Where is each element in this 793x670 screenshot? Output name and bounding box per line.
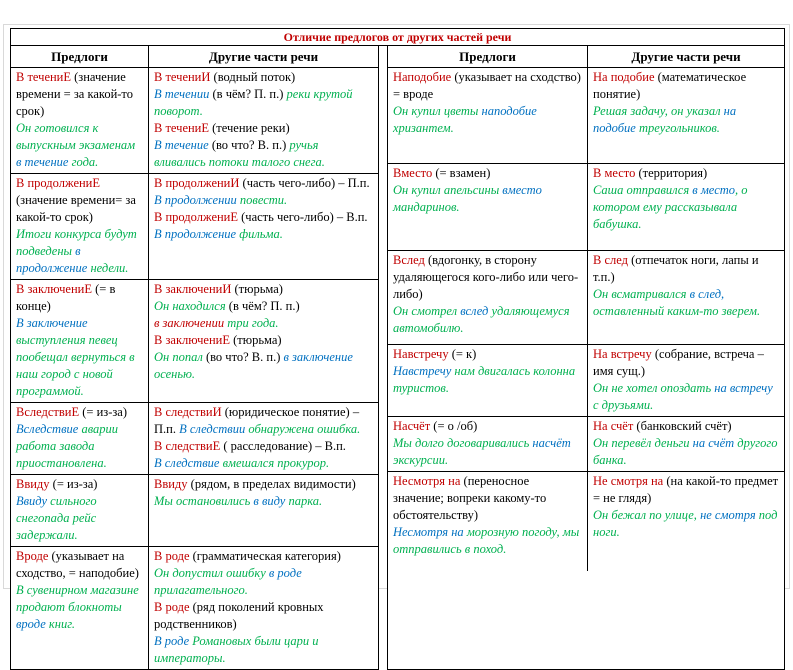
text-segment: в заключение bbox=[283, 350, 353, 364]
text-segment: (указывает на сходство) = вроде bbox=[393, 70, 581, 101]
text-segment: В следствиЕ bbox=[154, 439, 221, 453]
other-parts-cell bbox=[588, 345, 784, 416]
text-segment: (вдогонку, в сторону удаляющегося кого-либо или чего-либо) bbox=[393, 253, 579, 301]
text-segment: наподобие bbox=[481, 104, 537, 118]
text-segment: (математическое понятие) bbox=[593, 70, 747, 101]
text-segment: В продолжениЕ bbox=[154, 210, 239, 224]
text-segment: В течение bbox=[154, 138, 209, 152]
text-segment: В продолжениЕ bbox=[16, 176, 101, 190]
text-segment: В роде bbox=[154, 634, 190, 648]
text-segment: В заключение bbox=[16, 316, 88, 330]
text-segment: в заключении bbox=[154, 316, 225, 330]
text-segment: в след, bbox=[689, 287, 725, 301]
other-parts-cell bbox=[149, 280, 378, 402]
text-segment: В роде bbox=[154, 600, 190, 614]
text-segment: Решая задачу, он указал bbox=[593, 104, 724, 118]
text-segment: (течение реки) bbox=[209, 121, 290, 135]
text-segment: (в чём? П. п.) bbox=[209, 87, 287, 101]
text-segment: недели. bbox=[87, 261, 129, 275]
text-segment: В заключениИ bbox=[154, 282, 232, 296]
text-segment: (водный поток) bbox=[210, 70, 296, 84]
text-segment: Ввиду bbox=[154, 477, 188, 491]
table-row bbox=[11, 403, 378, 475]
text-segment: В течениЕ bbox=[16, 70, 72, 84]
table-row bbox=[388, 417, 784, 472]
text-segment: В роде bbox=[154, 549, 190, 563]
text-segment: Саша отправился bbox=[593, 183, 693, 197]
text-segment: Он допустил ошибку bbox=[154, 566, 269, 580]
text-segment: (территория) bbox=[635, 166, 708, 180]
text-segment: (= взамен) bbox=[432, 166, 491, 180]
preposition-cell bbox=[11, 475, 149, 546]
other-parts-cell bbox=[149, 403, 378, 474]
text-segment: вмешался прокурор. bbox=[219, 456, 330, 470]
other-parts-cell bbox=[149, 68, 378, 173]
text-segment: (юридическое понятие) – П.п. bbox=[154, 405, 360, 436]
text-segment: вместо bbox=[502, 183, 542, 197]
text-segment: фильма. bbox=[236, 227, 283, 241]
text-segment: повести. bbox=[236, 193, 288, 207]
table-row bbox=[388, 164, 784, 251]
text-segment: Ввиду bbox=[16, 494, 48, 508]
preposition-cell bbox=[388, 68, 588, 163]
text-segment: аварии работа завода приостановлена. bbox=[16, 422, 119, 470]
text-segment: (указывает на сходство, = наподобие) bbox=[16, 549, 139, 580]
other-parts-cell bbox=[588, 472, 784, 571]
text-segment: В сувенирном магазине продают блокноты bbox=[16, 583, 139, 614]
other-parts-cell bbox=[588, 164, 784, 250]
text-segment: (часть чего-либо) – В.п. bbox=[238, 210, 368, 224]
text-segment: В продолжениИ bbox=[154, 176, 240, 190]
text-segment: Ввиду bbox=[16, 477, 50, 491]
text-segment: (грамматическая категория) bbox=[189, 549, 341, 563]
text-segment: Вследствие bbox=[16, 422, 79, 436]
text-segment: морозную погоду, мы отправились в поход. bbox=[393, 525, 580, 556]
text-segment: , о котором ему рассказывала бабушка. bbox=[593, 183, 748, 231]
preposition-cell bbox=[388, 251, 588, 344]
text-segment: (собрание, встреча – имя сущ.) bbox=[593, 347, 764, 378]
other-parts-cell bbox=[588, 68, 784, 163]
preposition-cell bbox=[11, 280, 149, 402]
other-parts-cell bbox=[149, 547, 378, 669]
text-segment: хризантем. bbox=[393, 121, 454, 135]
table-row bbox=[388, 251, 784, 345]
text-segment: В следствие bbox=[154, 456, 220, 470]
text-segment: в течение bbox=[16, 155, 69, 169]
text-segment: Он попал bbox=[154, 350, 206, 364]
text-segment: (банковский счёт) bbox=[633, 419, 732, 433]
text-segment: в виду bbox=[253, 494, 286, 508]
text-segment: (= о /об) bbox=[430, 419, 478, 433]
text-segment: Он перевёл деньги bbox=[593, 436, 693, 450]
preposition-cell bbox=[11, 403, 149, 474]
text-segment: Несмотря на bbox=[393, 525, 464, 539]
text-segment: другого банка. bbox=[593, 436, 778, 467]
text-segment: Вместо bbox=[393, 166, 433, 180]
text-segment: В заключениЕ bbox=[154, 333, 230, 347]
text-segment: Вслед bbox=[393, 253, 425, 267]
text-segment: На встречу bbox=[593, 347, 652, 361]
table-row bbox=[388, 345, 784, 417]
text-segment: реки крутой поворот. bbox=[154, 87, 353, 118]
text-segment: В течениЕ bbox=[154, 121, 210, 135]
text-segment: ВследствиЕ bbox=[16, 405, 80, 419]
text-segment: осенью. bbox=[154, 367, 196, 381]
text-segment: Навстречу bbox=[393, 347, 449, 361]
text-segment: книг. bbox=[45, 617, 76, 631]
text-segment: (= к) bbox=[448, 347, 477, 361]
header-cell-prepositions: Предлоги bbox=[388, 46, 588, 67]
other-parts-cell bbox=[149, 174, 378, 279]
table-row bbox=[11, 547, 378, 669]
text-segment: Он бежал по улице, bbox=[593, 508, 701, 522]
text-segment: в продолжение bbox=[16, 244, 88, 275]
text-segment: вроде bbox=[16, 617, 46, 631]
text-segment: На подобие bbox=[593, 70, 655, 84]
text-segment: в место bbox=[692, 183, 736, 197]
preposition-cell bbox=[11, 174, 149, 279]
text-segment: (значение времени = за какой-то срок) bbox=[16, 70, 133, 118]
text-segment: сильного снегопада рейс задержали. bbox=[16, 494, 97, 542]
text-segment: (ряд поколений кровных родственников) bbox=[154, 600, 324, 631]
text-segment: Вроде bbox=[16, 549, 49, 563]
preposition-cell bbox=[388, 164, 588, 250]
text-segment: нам двигалась колонна туристов. bbox=[393, 364, 576, 395]
text-segment: Мы остановились bbox=[154, 494, 254, 508]
text-segment: года. bbox=[68, 155, 99, 169]
preposition-cell bbox=[388, 472, 588, 571]
text-segment: экскурсии. bbox=[393, 453, 449, 467]
text-segment: Он купил апельсины bbox=[393, 183, 503, 197]
table-row bbox=[11, 280, 378, 403]
text-segment: (= из-за) bbox=[49, 477, 98, 491]
text-segment: В следствиИ bbox=[154, 405, 222, 419]
text-segment: с друзьями. bbox=[593, 398, 654, 412]
page-title: Отличие предлогов от других частей речи bbox=[10, 28, 785, 46]
text-segment: (на какой-то предмет = не глядя) bbox=[593, 474, 779, 505]
text-segment: оставленный каким-то зверем. bbox=[593, 304, 761, 318]
text-segment: насчёт bbox=[532, 436, 571, 450]
preposition-cell bbox=[11, 547, 149, 669]
text-segment: В следствии bbox=[179, 422, 246, 436]
tables-container bbox=[10, 45, 785, 670]
text-segment: В продолжение bbox=[154, 227, 237, 241]
text-segment: Он купил цветы bbox=[393, 104, 482, 118]
text-segment: ( расследование) – В.п. bbox=[220, 439, 346, 453]
text-segment: Насчёт bbox=[393, 419, 431, 433]
text-segment: На счёт bbox=[593, 419, 634, 433]
text-segment: Итоги конкурса будут подведены bbox=[16, 227, 137, 258]
text-segment: ручья вливались потоки талого снега. bbox=[154, 138, 325, 169]
text-segment: В течениИ bbox=[154, 70, 211, 84]
header-cell-other-parts: Другие части речи bbox=[208, 49, 319, 64]
text-segment: Он смотрел bbox=[393, 304, 461, 318]
text-segment: под ноги. bbox=[593, 508, 778, 539]
text-segment: три года. bbox=[224, 316, 279, 330]
text-segment: (тюрьма) bbox=[229, 333, 282, 347]
text-segment: Он не хотел опоздать bbox=[593, 381, 715, 395]
text-segment: Мы долго договаривались bbox=[393, 436, 533, 450]
comparison-table bbox=[10, 28, 785, 670]
text-segment: в роде bbox=[268, 566, 302, 580]
text-segment: (во что? В. п.) bbox=[205, 350, 284, 364]
text-segment: Романовых были цари и императоры. bbox=[154, 634, 319, 665]
text-segment: Он всматривался bbox=[593, 287, 690, 301]
preposition-cell bbox=[11, 68, 149, 173]
text-segment: В место bbox=[593, 166, 636, 180]
text-segment: на подобие bbox=[593, 104, 737, 135]
table-row bbox=[11, 174, 378, 280]
text-segment: (часть чего-либо) – П.п. bbox=[239, 176, 370, 190]
text-segment: не смотря bbox=[700, 508, 756, 522]
header-cell-other-parts: Другие части речи bbox=[631, 49, 741, 64]
other-parts-cell bbox=[149, 475, 378, 546]
text-segment: (отпечаток ноги, лапы и т.п.) bbox=[593, 253, 759, 284]
header-cell-prepositions: Предлоги bbox=[11, 46, 149, 67]
text-segment: (= из-за) bbox=[79, 405, 128, 419]
text-segment: Он находился bbox=[154, 299, 229, 313]
text-segment: (во что? В. п.) bbox=[208, 138, 290, 152]
text-segment: (переносное значение; вопреки какому-то обстоятельству) bbox=[393, 474, 547, 522]
text-segment: (тюрьма) bbox=[231, 282, 283, 296]
text-segment: Наподобие bbox=[393, 70, 452, 84]
preposition-cell bbox=[388, 417, 588, 471]
table-row bbox=[388, 472, 784, 571]
text-segment: на встречу bbox=[714, 381, 773, 395]
text-segment: выступления певец пообещал вернуться в наш город с новой программой. bbox=[16, 333, 135, 398]
table-row bbox=[388, 68, 784, 164]
text-segment: (значение времени= за какой-то срок) bbox=[16, 193, 136, 224]
text-segment: удаляющемуся автомобилю. bbox=[393, 304, 570, 335]
text-segment: Навстречу bbox=[393, 364, 452, 378]
text-segment: (= в конце) bbox=[16, 282, 116, 313]
text-segment: В продолжении bbox=[154, 193, 237, 207]
text-segment: В заключениЕ bbox=[16, 282, 92, 296]
text-segment: парка. bbox=[285, 494, 323, 508]
text-segment: Он готовился к выпускным экзаменам bbox=[16, 121, 136, 152]
text-segment: (рядом, в пределах видимости) bbox=[187, 477, 356, 491]
table-row bbox=[11, 475, 378, 547]
text-segment: (в чём? П. п.) bbox=[228, 299, 300, 313]
text-segment: В след bbox=[593, 253, 628, 267]
right-table bbox=[387, 45, 785, 670]
text-segment: прилагательного. bbox=[154, 583, 248, 597]
text-segment: обнаружена ошибка. bbox=[245, 422, 361, 436]
table-row bbox=[11, 68, 378, 174]
preposition-cell bbox=[388, 345, 588, 416]
text-segment: на счёт bbox=[692, 436, 735, 450]
text-segment: мандаринов. bbox=[393, 200, 460, 214]
text-segment: В течении bbox=[154, 87, 210, 101]
text-segment: вслед bbox=[460, 304, 489, 318]
left-table bbox=[10, 45, 379, 670]
other-parts-cell bbox=[588, 417, 784, 471]
other-parts-cell bbox=[588, 251, 784, 344]
left-table-header-row bbox=[11, 46, 378, 68]
right-table-header-row bbox=[388, 46, 784, 68]
text-segment: треугольников. bbox=[635, 121, 720, 135]
text-segment: Несмотря на bbox=[393, 474, 461, 488]
text-segment: Не смотря на bbox=[593, 474, 664, 488]
